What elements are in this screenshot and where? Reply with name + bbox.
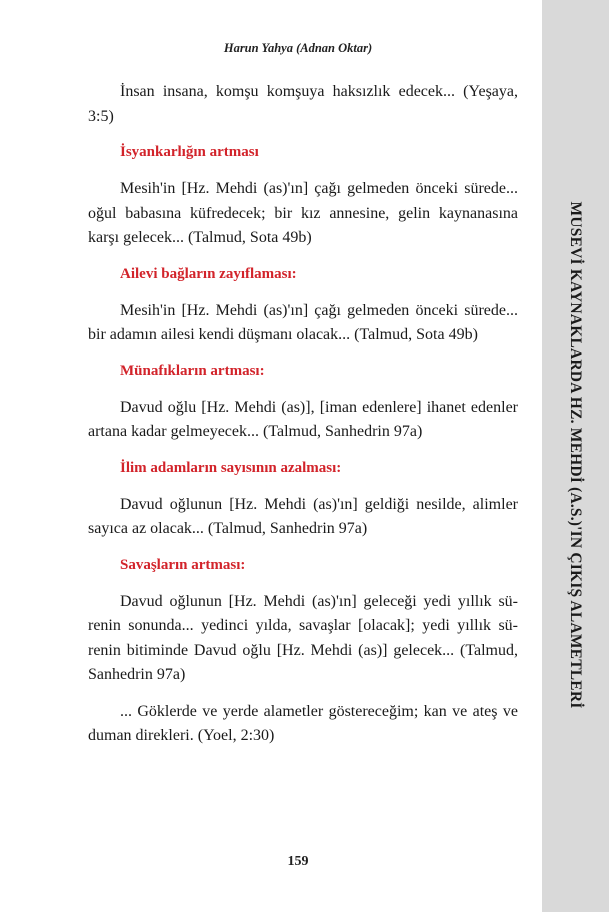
running-header: Harun Yahya (Adnan Oktar): [223, 41, 373, 55]
section-heading: Ailevi bağların zayıflaması:: [120, 265, 297, 282]
paragraph: Mesih'in [Hz. Mehdi (as)'ın] çağı gelmeden önceki sürede... bir adamın ailesi kendi düşmanı olacak... (Talmud, Sota 49b): [88, 301, 518, 343]
chapter-title-vertical: MUSEVİ KAYNAKLARDA HZ. MEHDİ (A.S.)'IN ÇIKIŞ ALAMETLERİ: [567, 201, 584, 709]
section-heading: Savaşların artması:: [120, 556, 246, 573]
paragraph: ... Göklerde ve yerde alametler göstereceğim; kan ve ateş ve duman direkleri. (Yoel, 2:30): [88, 702, 518, 744]
page-number: 159: [287, 854, 309, 869]
paragraph: Davud oğlu [Hz. Mehdi (as)], [iman edenlere] ihanet edenler artana kadar gelmeyecek... (Talmud, Sanhedrin 97a): [88, 398, 518, 440]
paragraph: Davud oğlunun [Hz. Mehdi (as)'ın] geldiği nesilde, alimler sayıca az olacak... (Talmud, Sanhedrin 97a): [88, 495, 518, 537]
section-heading: İsyankarlığın artması: [120, 144, 259, 160]
section-heading: İlim adamların sayısının azalması:: [120, 459, 342, 476]
paragraph: Davud oğlunun [Hz. Mehdi (as)'ın] geleceği yedi yıllık sürenin sonunda... yedinci yılda, savaşlar [olacak]; yedi yıllık sürenin bitiminde Davud oğlu [Hz. Mehdi (as)] gelecek... (Talmud, Sanhedrin 97a): [88, 592, 518, 683]
paragraph: Mesih'in [Hz. Mehdi (as)'ın] çağı gelmeden önceki sürede... oğul babasına küfredecek; bir kız annesine, gelin kaynanasına karşı gelecek... (Talmud, Sota 49b): [88, 180, 518, 246]
paragraph: İnsan insana, komşu komşuya haksızlık edecek... (Yeşaya, 3:5): [88, 83, 518, 125]
page-body: [88, 80, 518, 761]
section-heading: Münafıkların artması:: [120, 362, 265, 379]
